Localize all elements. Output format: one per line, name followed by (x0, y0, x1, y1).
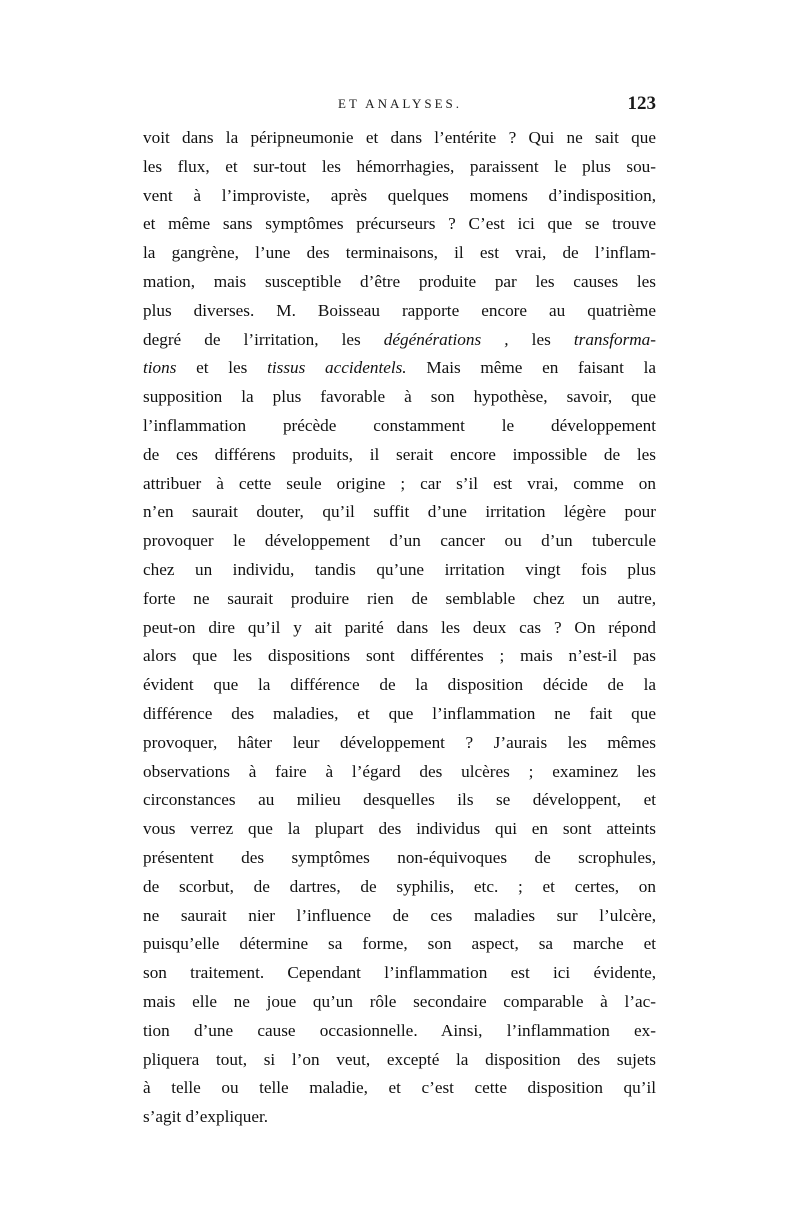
text-line: tion d’une cause occasionnelle. Ainsi, l’inflammation ex- (143, 1020, 656, 1040)
text-line: et même sans symptômes précurseurs ? C’est ici que se trouve (143, 214, 656, 234)
text-line: plus diverses. M. Boisseau rapporte encore au quatrième (143, 300, 656, 320)
text-line: à telle ou telle maladie, et c’est cette disposition qu’il (143, 1078, 656, 1098)
text-line: provoquer le développement d’un cancer ou d’un tubercule (143, 531, 656, 551)
text-line-with-italics (143, 326, 656, 355)
text-line: différence des maladies, et que l’inflammation ne fait que (143, 703, 656, 723)
text-line: la gangrène, l’une des terminaisons, il est vrai, de l’inflam- (143, 243, 656, 263)
text-line: attribuer à cette seule origine ; car s’il est vrai, comme on (143, 473, 656, 493)
text-line: forte ne saurait produire rien de semblable chez un autre, (143, 588, 656, 608)
text-line: provoquer, hâter leur développement ? J’aurais les mêmes (143, 732, 656, 752)
text-line: mation, mais susceptible d’être produite par les causes les (143, 271, 656, 291)
text-line: les flux, et sur-tout les hémorrhagies, paraissent le plus sou- (143, 156, 656, 176)
text-line: vous verrez que la plupart des individus qui en sont atteints (143, 819, 656, 839)
text-line: supposition la plus favorable à son hypothèse, savoir, que (143, 387, 656, 407)
running-title: ET ANALYSES. (338, 96, 463, 111)
text-run: Mais même en faisant la (406, 358, 656, 378)
text-line: mais elle ne joue qu’un rôle secondaire comparable à l’ac- (143, 991, 656, 1011)
text-run: les (508, 329, 574, 349)
text-line: observations à faire à l’égard des ulcères ; examinez les (143, 761, 656, 781)
text-line: vent à l’improviste, après quelques momens d’indisposition, (143, 185, 656, 205)
text-line: l’inflammation précède constamment le développement (143, 415, 656, 435)
text-line-with-italics (143, 354, 656, 383)
running-head (142, 93, 656, 120)
text-run: et les (176, 358, 268, 378)
text-line: puisqu’elle détermine sa forme, son aspect, sa marche et (143, 934, 656, 954)
text-line: son traitement. Cependant l’inflammation est ici évidente, (143, 963, 656, 983)
text-line: de scorbut, de dartres, de syphilis, etc. ; et certes, on (143, 876, 656, 896)
text-line: peut-on dire qu’il y ait parité dans les deux cas ? On répond (143, 617, 656, 637)
text-line-last: s’agit d’expliquer. (143, 1107, 269, 1127)
text-line: ne saurait nier l’influence de ces maladies sur l’ulcère, (143, 905, 656, 925)
text-line: alors que les dispositions sont différentes ; mais n’est-il pas (143, 646, 656, 666)
text-line: évident que la différence de la disposition décide de la (143, 675, 656, 695)
italic-term: transforma- (573, 329, 656, 349)
text-line: pliquera tout, si l’on veut, excepté la disposition des sujets (143, 1049, 656, 1069)
italic-term: dégénérations , (383, 329, 509, 349)
text-line: chez un individu, tandis qu’une irritation vingt fois plus (143, 559, 656, 579)
body-text (143, 124, 656, 1132)
text-line: présentent des symptômes non-équivoques de scrophules, (143, 847, 656, 867)
text-line: n’en saurait douter, qu’il suffit d’une irritation légère pour (143, 502, 656, 522)
text-line: circonstances au milieu desquelles ils se développent, et (143, 790, 656, 810)
italic-term: tions (143, 358, 177, 378)
page-number: 123 (627, 93, 656, 114)
text-run: degré de l’irritation, les (143, 329, 361, 349)
italic-term: tissus accidentels. (267, 358, 407, 378)
text-line: voit dans la péripneumonie et dans l’entérite ? Qui ne sait que (143, 128, 656, 147)
text-line: de ces différens produits, il serait encore impossible de les (143, 444, 656, 464)
